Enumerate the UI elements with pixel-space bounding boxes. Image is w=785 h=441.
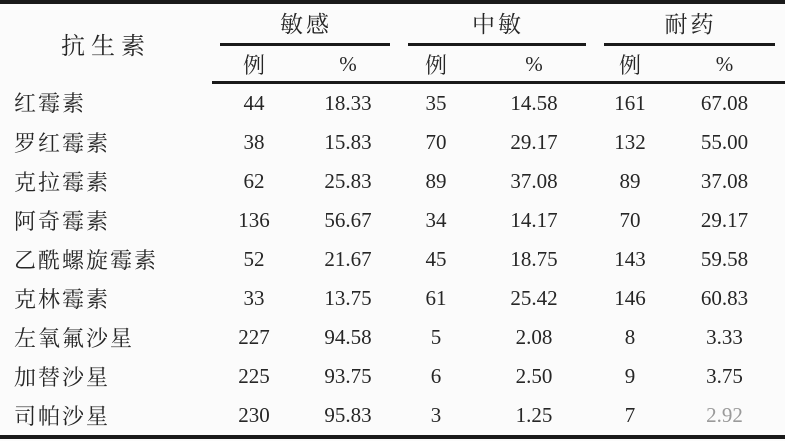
table-row	[0, 318, 785, 357]
table-row	[0, 240, 785, 279]
intermediate-percent-value: 14.17	[510, 208, 558, 232]
table-row	[0, 162, 785, 201]
intermediate-cases-value: 61	[425, 286, 447, 310]
antibiotic-name: 克林霉素	[14, 287, 111, 312]
resistant-cases-value: 70	[619, 208, 641, 232]
sensitive-cases-value: 225	[238, 364, 270, 388]
resistant-percent-value: 59.58	[700, 247, 749, 271]
sensitive-percent-value: 94.58	[324, 325, 372, 349]
intermediate-cases-value: 5	[430, 325, 442, 349]
subheader-intermediate-percent: %	[472, 48, 596, 83]
resistant-cases-value: 132	[614, 130, 646, 154]
resistant-cases-value: 161	[614, 91, 646, 115]
group-header-row	[0, 2, 785, 48]
resistant-percent-value: 67.08	[700, 91, 749, 115]
intermediate-cases-value: 6	[430, 364, 442, 388]
intermediate-cases-value: 35	[425, 91, 447, 115]
table-row	[0, 357, 785, 396]
subheader-resistant-cases: 例	[596, 48, 664, 83]
group-label-intermediate: 中敏	[472, 12, 524, 37]
group-label-sensitive: 敏感	[280, 12, 332, 37]
subheader-resistant-percent: %	[664, 48, 785, 83]
resistant-percent-value: 37.08	[700, 169, 749, 193]
resistant-percent-value: 3.75	[706, 364, 743, 388]
group-header-intermediate	[400, 2, 596, 48]
sensitive-percent-value: 18.33	[324, 91, 372, 115]
sensitive-percent-value: 25.83	[324, 169, 372, 193]
table-row	[0, 83, 785, 124]
sensitive-cases-value: 52	[243, 247, 265, 271]
resistant-percent-value: 60.83	[700, 286, 749, 310]
antibiotic-name: 罗红霉素	[14, 131, 111, 156]
antibiotic-name: 司帕沙星	[14, 404, 111, 429]
resistant-percent-value: 29.17	[700, 208, 749, 232]
sensitive-percent-value: 15.83	[324, 130, 372, 154]
group-underline-intermediate	[408, 43, 586, 46]
table-body	[0, 83, 785, 438]
resistant-cases-value: 146	[614, 286, 646, 310]
resistant-cases-value: 9	[624, 364, 636, 388]
antibiotic-name: 红霉素	[14, 91, 87, 117]
intermediate-cases-value: 3	[430, 403, 442, 427]
intermediate-percent-value: 29.17	[510, 130, 558, 154]
sensitive-cases-value: 62	[243, 169, 265, 193]
intermediate-cases-value: 34	[425, 208, 447, 232]
sensitive-cases-value: 33	[243, 286, 265, 310]
subheader-intermediate-cases: 例	[400, 48, 472, 83]
sensitive-percent-value: 56.67	[324, 208, 372, 232]
sensitive-cases-value: 136	[238, 208, 270, 232]
table-row	[0, 123, 785, 162]
antibiotic-name: 克拉霉素	[14, 170, 111, 195]
antibiotic-name: 阿奇霉素	[14, 209, 111, 234]
intermediate-percent-value: 2.50	[515, 364, 553, 388]
intermediate-cases-value: 70	[425, 130, 447, 154]
intermediate-percent-value: 18.75	[510, 247, 558, 271]
intermediate-cases-value: 45	[425, 247, 447, 271]
table-row	[0, 396, 785, 437]
group-label-resistant: 耐药	[664, 12, 717, 37]
antibiotic-name: 乙酰螺旋霉素	[14, 248, 159, 273]
sensitive-cases-value: 227	[238, 325, 270, 349]
table-header	[0, 2, 785, 83]
intermediate-percent-value: 25.42	[510, 286, 558, 310]
antibiotic-name: 左氧氟沙星	[14, 326, 135, 351]
sensitive-percent-value: 95.83	[324, 403, 372, 427]
table-row	[0, 201, 785, 240]
group-header-resistant	[596, 2, 785, 48]
intermediate-percent-value: 14.58	[510, 91, 558, 115]
sensitive-cases-value: 38	[243, 130, 265, 154]
intermediate-percent-value: 37.08	[510, 169, 558, 193]
group-underline-sensitive	[220, 43, 390, 46]
antibiotic-name: 加替沙星	[14, 365, 111, 390]
column-header-antibiotic: 抗生素	[61, 33, 151, 60]
sensitive-percent-value: 21.67	[324, 247, 372, 271]
subheader-sensitive-percent: %	[296, 48, 400, 83]
sensitive-percent-value: 13.75	[324, 286, 372, 310]
intermediate-cases-value: 89	[425, 169, 447, 193]
sensitive-percent-value: 93.75	[324, 364, 372, 388]
group-header-sensitive	[212, 2, 400, 48]
intermediate-percent-value: 2.08	[515, 325, 553, 349]
resistant-percent-value: 3.33	[706, 325, 743, 349]
sensitive-cases-value: 230	[238, 403, 270, 427]
subheader-sensitive-cases: 例	[212, 48, 296, 83]
sensitive-cases-value: 44	[243, 91, 265, 115]
resistant-cases-value: 143	[614, 247, 646, 271]
resistant-cases-value: 8	[624, 325, 636, 349]
table-row	[0, 279, 785, 318]
intermediate-percent-value: 1.25	[515, 403, 553, 427]
resistant-percent-value: 2.92	[706, 403, 743, 427]
group-underline-resistant	[604, 43, 775, 46]
resistant-percent-value: 55.00	[700, 130, 749, 154]
resistant-cases-value: 89	[619, 169, 641, 193]
resistant-cases-value: 7	[624, 403, 636, 427]
